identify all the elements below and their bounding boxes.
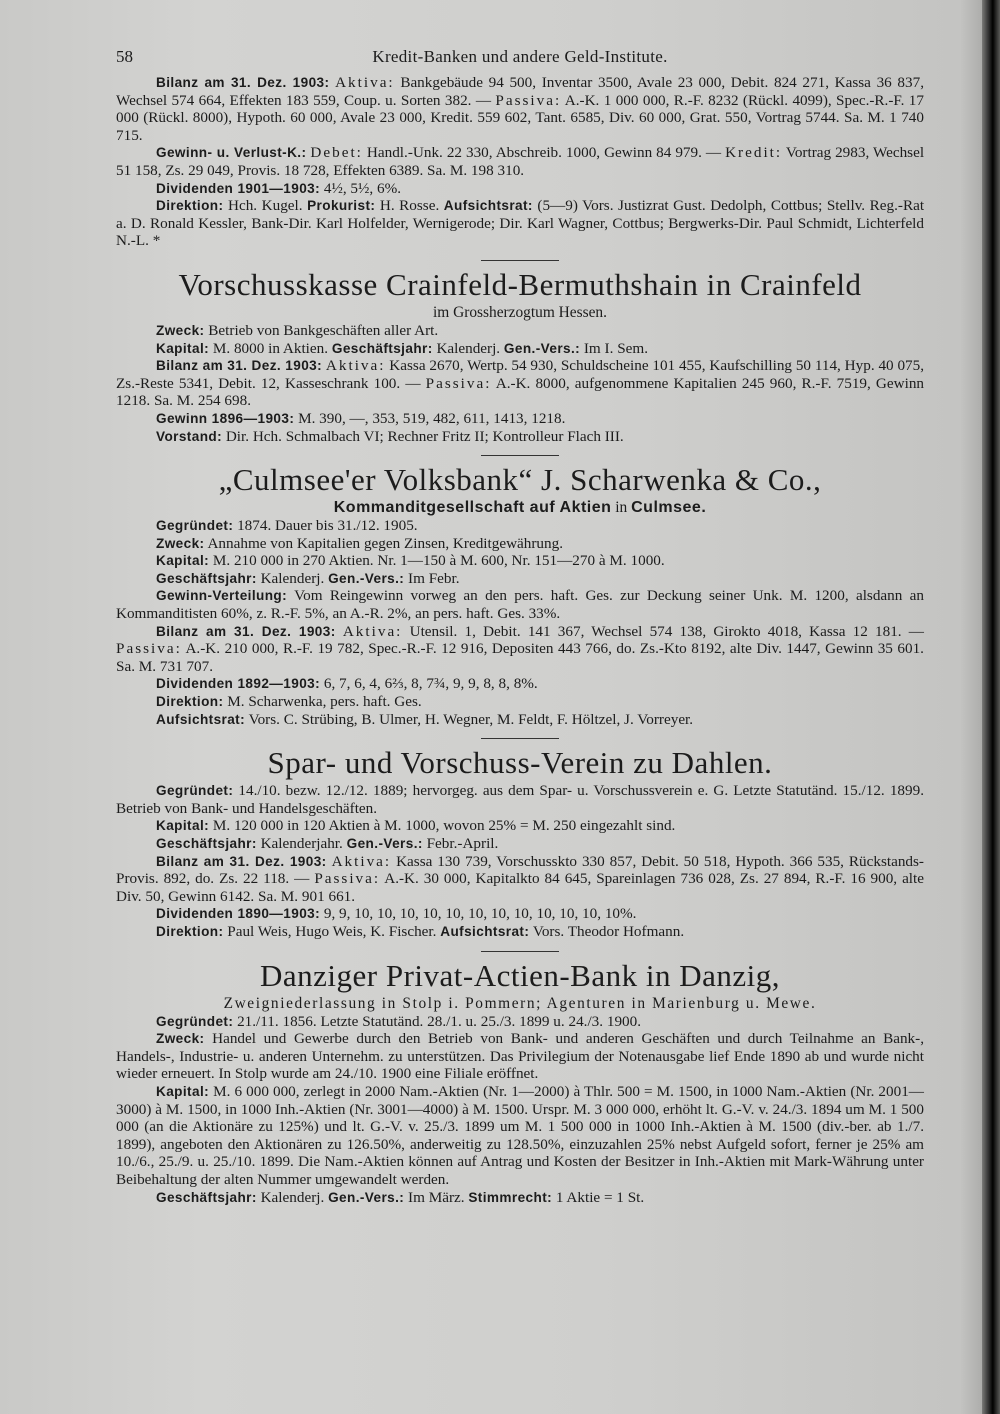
entry-spar-verein-dahlen <box>116 745 924 940</box>
section-divider <box>481 455 559 456</box>
capital-paragraph: Kapital: M. 210 000 in 270 Aktien. Nr. 1—150 à M. 600, Nr. 151—270 à M. 1000. <box>156 552 665 570</box>
running-header <box>116 48 924 74</box>
balance-paragraph: Bilanz am 31. Dez. 1903: Aktiva: Kassa 2670, Wertp. 54 930, Schuldscheine 101 455, Kaufschilling 50 114, Hyp. 40 075, Zs.-Reste 5341, Debit. 12, Kasseschrank 100. — Passiva: A.-K. 8000, aufgenommene Kapitalien 245 960, R.-F. 7519, Gewinn 1218. Sa. M. 254 698. <box>116 357 925 410</box>
dividends-paragraph: Dividenden 1890—1903: 9, 9, 10, 10, 10, 10, 10, 10, 10, 10, 10, 10, 10, 10%. <box>156 905 637 923</box>
entry-title: „Culmsee'er Volksbank“ J. Scharwenka & Co., <box>218 462 822 498</box>
entry-title: Danziger Privat-Actien-Bank in Danzig, <box>260 957 780 993</box>
fiscal-year-paragraph: Geschäftsjahr: Kalenderj. Gen.-Vers.: Im Febr. <box>156 569 460 587</box>
capital-paragraph: Kapital: M. 6 000 000, zerlegt in 2000 Nam.-Aktien (Nr. 1—2000) à Thlr. 500 = M. 1500, in 1000 Nam.-Aktien (Nr. 2001—3000) à M. 1500, in 1000 Inh.-Aktien (Nr. 3001—4000) à M. 1500. Urspr. M. 3 000 000, erhöht lt. G.-V. v. 24./3. 1894 um M. 1 500 000 (an die Aktionäre zu 125%) und lt. G.-V. v. 25./3. 1899 um M. 1 500 000 in 1000 Inh.-Aktien à M. 1500 (div.-ber. ab 1./7. 1899), angeboten den Aktionären zu 126.50%, anderweitig zu 128.50%, einzuzahlen 25% nebst Aufgeld sofort, ferner je 25% am 10./6., 25./9. u. 25./10. 1899. Die Nam.-Aktien können auf Antrag und Kosten der Besitzer in Inh.-Aktien mit Mark-Währung unter Beibehaltung der alten Nummer umgewandelt werden. <box>116 1082 924 1188</box>
fiscal-year-paragraph: Geschäftsjahr: Kalenderjahr. Gen.-Vers.: Febr.-April. <box>156 835 499 852</box>
section-divider <box>481 738 559 739</box>
profit-distribution-paragraph: Gewinn-Verteilung: Vom Reingewinn vorweg an den pers. haft. Ges. zur Deckung seiner Unk. M. 1200, alsdann an Kommanditisten 60%, z. R.-F. 5%, an A.-R. 2%, an pers. haft. Ges. 33%. <box>116 587 924 623</box>
founded-paragraph: Gegründet: 21./11. 1856. Letzte Statutänd. 28./1. u. 25./3. 1899 u. 24./3. 1900. <box>156 1012 642 1030</box>
balance-paragraph: Bilanz am 31. Dez. 1903: Aktiva: Bankgebäude 94 500, Inventar 3500, Avale 23 000, Debit. 824 271, Kassa 36 837, Wechsel 574 664, Effekten 183 559, Coup. u. Sorten 382. — Passiva: A.-K. 1 000 000, R.-F. 8232 (Rückl. 4099), Spec.-R.-F. 17 000 (Rückl. 8000), Hypoth. 60 000, Avale 23 000, Kredit. 559 602, Tant. 6585, Div. 60 000, Grat. 550, Vortrag 5744. Sa. M. 1 740 715. <box>116 74 924 144</box>
balance-paragraph: Bilanz am 31. Dez. 1903: Aktiva: Utensil. 1, Debit. 141 367, Wechsel 574 138, Girokto 4018, Kassa 12 181. — Passiva: A.-K. 210 000, R.-F. 19 782, Spec.-R.-F. 12 916, Depositen 443 766, do. Zs.-Kto 8192, alte Div. 1447, Gewinn 35 601. Sa. M. 731 707. <box>116 622 924 675</box>
entry-continuation <box>116 74 924 250</box>
dividends-paragraph: Dividenden 1892—1903: 6, 7, 6, 4, 6⅔, 8, 7¾, 9, 9, 8, 8, 8%. <box>156 675 538 693</box>
dividends-paragraph: Dividenden 1901—1903: 4½, 5½, 6%. <box>156 179 402 197</box>
founded-paragraph: Gegründet: 1874. Dauer bis 31./12. 1905. <box>156 517 418 535</box>
purpose-paragraph: Zweck: Annahme von Kapitalien gegen Zinsen, Kreditgewährung. <box>156 534 564 552</box>
board-paragraph: Vorstand: Dir. Hch. Schmalbach VI; Rechner Fritz II; Kontrolleur Flach III. <box>156 427 624 445</box>
purpose-paragraph: Zweck: Betrieb von Bankgeschäften aller Art. <box>156 321 439 339</box>
section-divider <box>481 260 559 261</box>
entry-subtitle: Zweigniederlassung in Stolp i. Pommern; Agenturen in Marienburg u. Mewe. <box>223 994 817 1012</box>
capital-paragraph: Kapital: M. 120 000 in 120 Aktien à M. 1000, wovon 25% = M. 250 eingezahlt sind. <box>156 817 676 835</box>
entry-subtitle: Kommanditgesellschaft auf Aktien in Culmsee. <box>333 499 707 517</box>
page-edge-shadow <box>982 0 1000 1414</box>
entry-danziger-privat-actien-bank <box>116 958 924 1207</box>
section-divider <box>481 951 559 952</box>
entry-title: Spar- und Vorschuss-Verein zu Dahlen. <box>267 745 773 781</box>
entry-culmsee-volksbank <box>116 462 924 728</box>
profit-loss-paragraph: Gewinn- u. Verlust-K.: Debet: Handl.-Unk. 22 330, Abschreib. 1000, Gewinn 84 979. — Kredit: Vortrag 2983, Wechsel 51 158, Zs. 29 049, Provis. 18 728, Effekten 6389. Sa. M. 198 310. <box>116 144 925 179</box>
capital-paragraph: Kapital: M. 8000 in Aktien. Geschäftsjahr: Kalenderj. Gen.-Vers.: Im I. Sem. <box>156 339 648 357</box>
management-paragraph: Direktion: Paul Weis, Hugo Weis, K. Fischer. Aufsichtsrat: Vors. Theodor Hofmann. <box>156 922 685 940</box>
profit-paragraph: Gewinn 1896—1903: M. 390, —, 353, 519, 482, 611, 1413, 1218. <box>156 409 566 427</box>
entry-title: Vorschusskasse Crainfeld-Bermuthshain in Crainfeld <box>178 266 862 302</box>
page-content <box>116 48 924 1206</box>
running-head-title: Kredit-Banken und andere Geld-Institute. <box>372 47 668 66</box>
supervisory-board-paragraph: Aufsichtsrat: Vors. C. Strübing, B. Ulmer, H. Wegner, M. Feldt, F. Höltzel, J. Vorreyer. <box>156 710 694 728</box>
management-paragraph: Direktion: M. Scharwenka, pers. haft. Ges. <box>156 693 422 711</box>
entry-subtitle: im Grossherzogtum Hessen. <box>433 303 607 321</box>
fiscal-year-paragraph: Geschäftsjahr: Kalenderj. Gen.-Vers.: Im März. Stimmrecht: 1 Aktie = 1 St. <box>156 1188 645 1206</box>
purpose-paragraph: Zweck: Handel und Gewerbe durch den Betrieb von Bank- und anderen Geschäften und durch Teilnahme an Bank-, Handels-, Industrie- u. anderen Unternehm. zu unterstützen. Das Privilegium der Notenausgabe lief Ende 1890 ab und wurde nicht wieder erneuert. In Stolp wurde am 24./10. 1900 eine Filiale eröffnet. <box>116 1030 925 1083</box>
management-paragraph: Direktion: Hch. Kugel. Prokurist: H. Rosse. Aufsichtsrat: (5—9) Vors. Justizrat Gust. Dedolph, Cottbus; Stellv. Reg.-Rat a. D. Ronald Kessler, Bank-Dir. Karl Holfelder, Wernigerode; Dir. Karl Wagner, Cottbus; Bergwerks-Dir. Paul Schmidt, Lichterfeld N.-L. * <box>116 197 925 250</box>
founded-paragraph: Gegründet: 14./10. bezw. 12./12. 1889; hervorgeg. aus dem Spar- u. Vorschussverein e. G. Letzte Statutänd. 15./12. 1899. Betrieb von Bank- und Handelsgeschäften. <box>116 782 925 817</box>
page-number: 58 <box>116 47 133 66</box>
balance-paragraph: Bilanz am 31. Dez. 1903: Aktiva: Kassa 130 739, Vorschusskto 330 857, Debit. 50 518, Hypoth. 366 535, Rückstands-Provis. 892, do. Zs. 22 118. — Passiva: A.-K. 30 000, Kapitalkto 84 645, Spareinlagen 736 028, Zs. 27 894, R.-F. 16 900, alte Div. 50, Gewinn 6142. Sa. M. 901 661. <box>116 852 924 905</box>
entry-vorschusskasse-crainfeld <box>116 267 924 445</box>
